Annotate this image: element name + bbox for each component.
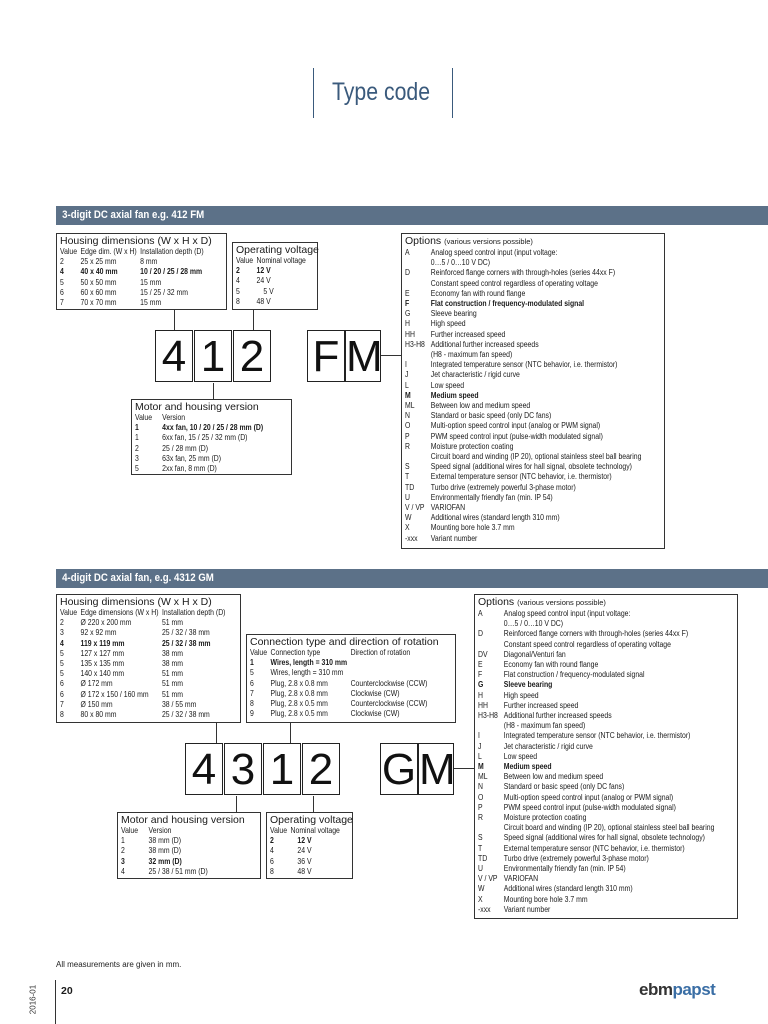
- option-row: [478, 762, 698, 772]
- option-row: [478, 609, 698, 619]
- page-title: Type code: [332, 78, 431, 106]
- option-code: I: [405, 360, 407, 370]
- option-code: [405, 279, 431, 289]
- option-row: [478, 619, 698, 629]
- table-row: 1 Wires, length = 310 mm: [250, 658, 348, 668]
- option-code: DV: [478, 649, 488, 659]
- option-code: E: [405, 288, 410, 298]
- option-description: High speed: [503, 690, 539, 700]
- option-description: (H8 - maximum fan speed): [503, 721, 586, 731]
- s1-motor-title: Motor and housing version: [135, 401, 259, 413]
- table-row: 4 24 V: [236, 276, 271, 286]
- option-description: 0…5 / 0…10 V DC): [503, 619, 564, 629]
- option-code: [478, 823, 504, 833]
- s2-connection-title: Connection type and direction of rotation: [250, 636, 439, 648]
- option-row: [478, 660, 698, 670]
- s1-options-title: Options (various versions possible): [405, 235, 533, 247]
- option-code: [478, 721, 504, 731]
- option-row: [405, 523, 625, 533]
- option-row: [478, 772, 698, 782]
- option-code: A: [405, 248, 410, 257]
- option-code: F: [405, 299, 410, 309]
- page-number: 20: [61, 985, 73, 997]
- table-row: 1 6xx fan, 15 / 25 / 32 mm (D): [135, 433, 248, 443]
- option-code: N: [478, 782, 483, 792]
- option-description: Standard or basic speed (only DC fans): [430, 411, 552, 421]
- s2-connector: [290, 723, 291, 743]
- option-row: [478, 752, 698, 762]
- table-row: 2 38 mm (D): [121, 846, 182, 856]
- table-row: 2 12 V: [236, 266, 271, 276]
- option-code: W: [405, 513, 412, 523]
- option-description: PWM speed control input (pulse-width modulated signal): [430, 431, 603, 441]
- table-row: 2 12 V: [270, 836, 312, 846]
- option-description: Integrated temperature sensor (NTC behavior, i.e. thermistor): [430, 360, 618, 370]
- table-row: 9 Plug, 2.8 x 0.5 mm Clockwise (CW): [250, 709, 400, 719]
- option-row: [405, 289, 625, 299]
- s2-connector: [313, 796, 314, 812]
- table-row: 3 92 x 92 mm 25 / 32 / 38 mm: [60, 628, 210, 638]
- option-row: [478, 844, 698, 854]
- table-row: 2 Ø 220 x 200 mm 51 mm: [60, 618, 184, 628]
- edition-date: 2016-01: [28, 984, 38, 1015]
- option-description: Multi-option speed control input (analog or PWM signal): [503, 792, 674, 802]
- option-description: Constant speed control regardless of operating voltage: [503, 639, 671, 649]
- s1-voltage-header: Value Nominal voltage: [236, 256, 306, 265]
- option-row: [478, 793, 698, 803]
- table-row: 8 80 x 80 mm 25 / 32 / 38 mm: [60, 710, 210, 720]
- option-description: Reinforced flange corners with through-holes (series 44xx F): [503, 629, 689, 639]
- section1-heading: 3-digit DC axial fan e.g. 412 FM: [62, 209, 205, 221]
- option-description: Variant number: [503, 904, 551, 914]
- option-row: [478, 691, 698, 701]
- option-row: [478, 833, 705, 843]
- option-row: [405, 472, 625, 482]
- option-code: [405, 452, 431, 462]
- table-row: 8 48 V: [270, 866, 312, 876]
- option-row: [405, 503, 625, 513]
- option-row: [405, 442, 625, 452]
- s1-digit-3: 2: [233, 330, 271, 382]
- option-code: [405, 258, 431, 268]
- table-row: 2 25 / 28 mm (D): [135, 443, 209, 453]
- option-row: [405, 534, 625, 544]
- option-code: H3-H8: [405, 339, 425, 349]
- option-code: S: [405, 462, 410, 472]
- option-row: [405, 258, 625, 268]
- option-row: [478, 742, 698, 752]
- option-code: V / VP: [405, 503, 425, 513]
- option-code: HH: [405, 329, 415, 339]
- table-row: 8 48 V: [236, 296, 271, 306]
- option-code: H: [478, 690, 483, 700]
- option-code: ML: [405, 401, 415, 411]
- s1-digit-2: 1: [194, 330, 232, 382]
- option-description: Jet characteristic / rigid curve: [430, 370, 520, 380]
- option-row: [478, 874, 698, 884]
- s2-housing-header: Value Edge dimensions (W x H) Installation depth (D): [60, 608, 226, 617]
- s2-motor-header: Value Version: [121, 826, 172, 835]
- option-description: External temperature sensor (NTC behavior, i.e. thermistor): [503, 843, 685, 853]
- option-code: N: [405, 411, 410, 421]
- s2-connection-header: Value Connection type Direction of rotation: [250, 648, 411, 657]
- option-description: Additional wires (standard length 310 mm): [503, 884, 633, 894]
- option-description: VARIOFAN: [503, 874, 539, 884]
- option-code: ML: [478, 772, 488, 782]
- option-row: [405, 421, 625, 431]
- option-description: Turbo drive (extremely powerful 3-phase motor): [503, 853, 649, 863]
- option-code: W: [478, 884, 485, 894]
- s2-connector: [454, 768, 474, 769]
- table-row: 5 Wires, length = 310 mm: [250, 668, 344, 678]
- option-description: 0…5 / 0…10 V DC): [430, 258, 491, 268]
- s1-motor-box: [131, 399, 292, 475]
- table-row: 4 119 x 119 mm 25 / 32 / 38 mm: [60, 638, 211, 648]
- s1-voltage-table: [236, 256, 309, 307]
- option-row: [478, 701, 698, 711]
- option-code: U: [405, 492, 410, 502]
- option-row: [405, 309, 625, 319]
- option-row: [405, 513, 625, 523]
- option-description: Moisture protection coating: [503, 813, 587, 823]
- s2-digit-4: 2: [302, 743, 340, 795]
- table-row: 5 5 V: [236, 286, 274, 296]
- table-row: 4 24 V: [270, 846, 312, 856]
- option-description: Diagonal/Venturi fan: [503, 649, 566, 659]
- table-row: 7 Plug, 2.8 x 0.8 mm Clockwise (CW): [250, 688, 400, 698]
- option-description: Analog speed control input (input voltage:: [430, 248, 558, 257]
- s2-voltage-title: Operating voltage: [270, 814, 353, 826]
- option-row: [405, 350, 625, 360]
- table-row: 1 38 mm (D): [121, 836, 182, 846]
- option-code: D: [405, 268, 410, 278]
- option-description: Between low and medium speed: [503, 772, 604, 782]
- option-description: Mounting bore hole 3.7 mm: [430, 523, 515, 533]
- option-code: M: [478, 762, 484, 772]
- option-code: P: [478, 802, 483, 812]
- section1-heading-bar: [56, 206, 768, 225]
- option-code: G: [478, 680, 484, 690]
- option-row: [478, 905, 698, 915]
- option-row: [478, 731, 698, 741]
- option-description: Further increased speed: [430, 329, 506, 339]
- option-description: Constant speed control regardless of operating voltage: [430, 278, 598, 288]
- option-row: [478, 854, 698, 864]
- option-row: [478, 711, 698, 721]
- option-description: Standard or basic speed (only DC fans): [503, 782, 625, 792]
- option-row: [405, 248, 625, 258]
- option-code: X: [478, 894, 483, 904]
- option-row: [478, 864, 698, 874]
- s2-connection-table: [250, 648, 431, 719]
- s2-suffix-1: G: [381, 745, 417, 794]
- option-description: Additional further increased speeds: [503, 711, 612, 721]
- option-code: G: [405, 309, 411, 319]
- option-code: J: [478, 741, 482, 751]
- option-description: Circuit board and winding (IP 20), optional stainless steel ball bearing: [503, 823, 715, 833]
- s2-housing-box: [56, 594, 241, 723]
- option-description: Sleeve bearing: [430, 309, 477, 319]
- table-row: 2 25 x 25 mm 8 mm: [60, 257, 158, 267]
- option-row: [478, 629, 698, 639]
- option-row: [478, 803, 698, 813]
- table-row: 7 70 x 70 mm 15 mm: [60, 298, 162, 308]
- option-code: -xxx: [478, 904, 491, 914]
- option-row: [478, 640, 698, 650]
- option-row: [478, 884, 698, 894]
- footnote: All measurements are given in mm.: [56, 960, 182, 969]
- option-row: [478, 670, 698, 680]
- option-row: [478, 650, 698, 660]
- option-code: TD: [405, 482, 415, 492]
- s2-connection-box: [246, 634, 456, 723]
- option-description: External temperature sensor (NTC behavior, i.e. thermistor): [430, 472, 612, 482]
- s2-connector: [216, 723, 217, 743]
- option-code: D: [478, 629, 483, 639]
- s1-suffix-1: F: [307, 330, 345, 382]
- option-description: Analog speed control input (input voltage:: [503, 609, 631, 618]
- option-row: [405, 360, 625, 370]
- table-row: 8 Plug, 2.8 x 0.5 mm Counterclockwise (CCW): [250, 699, 428, 709]
- option-row: [405, 370, 625, 380]
- s1-connector: [253, 310, 254, 330]
- s1-options-list: [405, 248, 642, 544]
- option-code: H3-H8: [478, 711, 498, 721]
- table-row: 6 60 x 60 mm 15 / 25 / 32 mm: [60, 287, 188, 297]
- option-description: Moisture protection coating: [430, 441, 514, 451]
- option-description: Environmentally friendly fan (min. IP 54): [503, 864, 626, 874]
- option-row: [405, 411, 625, 421]
- s2-options-list: [478, 609, 715, 915]
- s1-housing-title: Housing dimensions (W x H x D): [60, 235, 212, 247]
- title-rule-right: [452, 68, 453, 118]
- option-row: [405, 381, 625, 391]
- option-description: Between low and medium speed: [430, 401, 531, 411]
- s2-motor-title: Motor and housing version: [121, 814, 245, 826]
- s1-options-box: [401, 233, 665, 549]
- option-description: Circuit board and winding (IP 20), optional stainless steel ball bearing: [430, 452, 642, 462]
- s2-digit-3: 1: [263, 743, 301, 795]
- option-row: [405, 299, 625, 309]
- option-description: Medium speed: [430, 390, 479, 400]
- s1-housing-table: [60, 247, 207, 308]
- table-row: 6 Ø 172 mm 51 mm: [60, 679, 184, 689]
- option-description: Environmentally friendly fan (min. IP 54): [430, 492, 553, 502]
- s2-digit-1: 4: [185, 743, 223, 795]
- s2-housing-table: [60, 608, 229, 720]
- option-description: Low speed: [430, 380, 465, 390]
- table-row: 6 36 V: [270, 856, 312, 866]
- s1-digit-1: 4: [155, 330, 193, 382]
- option-code: I: [478, 731, 480, 741]
- option-row: [405, 330, 625, 340]
- s1-motor-header: Value Version: [135, 413, 186, 422]
- table-row: 6 Plug, 2.8 x 0.8 mm Counterclockwise (CCW): [250, 678, 428, 688]
- table-row: 3 63x fan, 25 mm (D): [135, 453, 222, 463]
- s1-voltage-box: [232, 242, 318, 310]
- table-row: 1 4xx fan, 10 / 20 / 25 / 28 mm (D): [135, 423, 264, 433]
- option-description: PWM speed control input (pulse-width modulated signal): [503, 802, 676, 812]
- option-description: (H8 - maximum fan speed): [430, 350, 513, 360]
- option-description: Variant number: [430, 533, 478, 543]
- s1-housing-header: Value Edge dim. (W x H) Installation depth (D): [60, 247, 204, 256]
- option-description: Economy fan with round flange: [503, 660, 599, 670]
- option-description: Flat construction / frequency-modulated signal: [430, 299, 585, 309]
- option-row: [478, 895, 698, 905]
- option-code: T: [478, 843, 483, 853]
- option-description: Sleeve bearing: [503, 680, 553, 690]
- option-code: M: [405, 390, 411, 400]
- option-description: VARIOFAN: [430, 503, 466, 513]
- option-row: [478, 680, 698, 690]
- option-code: A: [478, 609, 483, 618]
- footer-rule: [55, 980, 56, 1024]
- s1-connector: [381, 355, 401, 356]
- table-row: 4 40 x 40 mm 10 / 20 / 25 / 28 mm: [60, 267, 203, 277]
- option-description: Low speed: [503, 751, 538, 761]
- option-description: Additional wires (standard length 310 mm): [430, 513, 560, 523]
- option-description: High speed: [430, 319, 466, 329]
- option-description: Jet characteristic / rigid curve: [503, 741, 593, 751]
- option-row: [405, 401, 625, 411]
- s2-options-box: [474, 594, 738, 919]
- option-code: R: [405, 441, 410, 451]
- option-row: [405, 493, 625, 503]
- option-row: [478, 813, 698, 823]
- option-description: Flat construction / frequency-modulated signal: [503, 670, 645, 680]
- option-code: O: [405, 421, 411, 431]
- option-row: [405, 279, 625, 289]
- s2-housing-title: Housing dimensions (W x H x D): [60, 596, 212, 608]
- s1-connector: [213, 383, 214, 399]
- option-row: [405, 268, 625, 278]
- option-description: Mounting bore hole 3.7 mm: [503, 894, 588, 904]
- table-row: 5 127 x 127 mm 38 mm: [60, 648, 184, 658]
- option-code: F: [478, 670, 483, 680]
- option-row: [405, 391, 625, 401]
- s2-digit-2: 3: [224, 743, 262, 795]
- option-description: Medium speed: [503, 762, 552, 772]
- option-description: Integrated temperature sensor (NTC behavior, i.e. thermistor): [503, 731, 691, 741]
- option-code: [405, 350, 431, 360]
- option-description: Reinforced flange corners with through-holes (series 44xx F): [430, 268, 616, 278]
- table-row: 5 135 x 135 mm 38 mm: [60, 659, 184, 669]
- option-description: Speed signal (additional wires for hall signal, obsolete technology): [430, 462, 632, 472]
- option-code: HH: [478, 700, 488, 710]
- option-row: [405, 432, 625, 442]
- option-row: [405, 452, 642, 462]
- s2-voltage-header: Value Nominal voltage: [270, 826, 340, 835]
- s1-connector: [174, 310, 175, 330]
- table-row: 4 25 / 38 / 51 mm (D): [121, 866, 208, 876]
- option-code: E: [478, 660, 483, 670]
- option-row: [478, 823, 715, 833]
- s2-suffix-2: M: [419, 745, 456, 794]
- option-code: O: [478, 792, 484, 802]
- option-code: [478, 619, 504, 629]
- option-code: TD: [478, 853, 488, 863]
- option-code: H: [405, 319, 410, 329]
- s2-voltage-box: [266, 812, 353, 879]
- option-code: R: [478, 813, 483, 823]
- option-code: [478, 640, 504, 650]
- option-description: Multi-option speed control input (analog or PWM signal): [430, 421, 601, 431]
- option-code: U: [478, 864, 483, 874]
- ebmpapst-logo: ebmpapst: [639, 980, 716, 999]
- table-row: 5 140 x 140 mm 51 mm: [60, 669, 184, 679]
- table-row: 6 Ø 172 x 150 / 160 mm 51 mm: [60, 689, 184, 699]
- option-description: Turbo drive (extremely powerful 3-phase motor): [430, 482, 576, 492]
- table-row: 5 2xx fan, 8 mm (D): [135, 464, 217, 474]
- s2-voltage-table: [270, 826, 343, 877]
- table-row: 7 Ø 150 mm 38 / 55 mm: [60, 699, 197, 709]
- option-code: T: [405, 472, 410, 482]
- option-row: [405, 483, 625, 493]
- title-rule-left: [313, 68, 314, 118]
- option-code: V / VP: [478, 874, 498, 884]
- option-code: S: [478, 833, 483, 843]
- section2-heading: 4-digit DC axial fan, e.g. 4312 GM: [62, 572, 214, 584]
- option-description: Additional further increased speeds: [430, 339, 539, 349]
- option-code: L: [405, 380, 409, 390]
- s1-voltage-title: Operating voltage: [236, 244, 319, 256]
- table-row: 3 32 mm (D): [121, 856, 182, 866]
- s2-options-title: Options (various versions possible): [478, 596, 606, 608]
- option-description: Economy fan with round flange: [430, 288, 526, 298]
- option-row: [405, 340, 625, 350]
- option-code: -xxx: [405, 533, 418, 543]
- option-row: [478, 782, 698, 792]
- section2-heading-bar: [56, 569, 768, 588]
- option-row: [405, 462, 632, 472]
- option-description: Speed signal (additional wires for hall signal, obsolete technology): [503, 833, 705, 843]
- option-code: P: [405, 431, 410, 441]
- option-description: Further increased speed: [503, 700, 579, 710]
- option-row: [478, 721, 698, 731]
- s1-housing-box: [56, 233, 227, 310]
- option-code: J: [405, 370, 409, 380]
- option-row: [405, 319, 625, 329]
- option-code: L: [478, 751, 482, 761]
- s1-suffix-2: M: [346, 332, 383, 381]
- table-row: 5 50 x 50 mm 15 mm: [60, 277, 162, 287]
- s2-connector: [236, 796, 237, 812]
- s2-motor-box: [117, 812, 261, 879]
- s1-motor-table: [135, 413, 267, 474]
- s2-motor-table: [121, 826, 211, 877]
- option-code: X: [405, 523, 410, 533]
